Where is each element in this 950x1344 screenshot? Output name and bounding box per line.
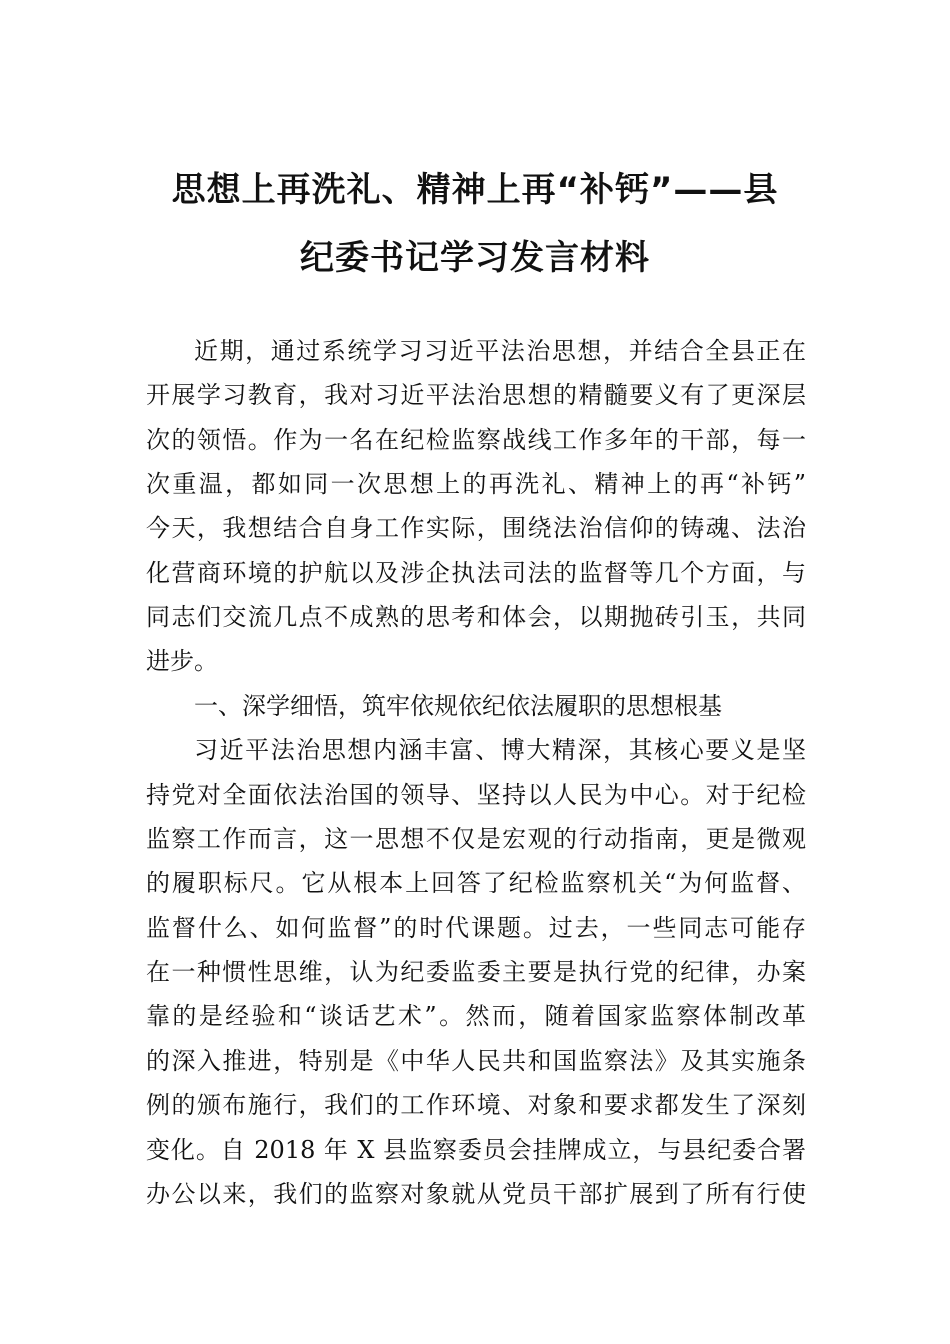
paragraph-line: 开展学习教育，我对习近平法治思想的精髓要义有了更深层 — [146, 381, 806, 409]
paragraph-line: 今天，我想结合自身工作实际，围绕法治信仰的铸魂、法治 — [146, 514, 806, 542]
paragraph-line: 在一种惯性思维，认为纪委监委主要是执行党的纪律，办案 — [146, 958, 806, 986]
paragraph-line: 化营商环境的护航以及涉企执法司法的监督等几个方面，与 — [146, 559, 806, 587]
paragraph-line: 近期，通过系统学习习近平法治思想，并结合全县正在 — [194, 337, 806, 365]
paragraph-line: 变化。自 2018 年 X 县监察委员会挂牌成立，与县纪委合署 — [146, 1136, 806, 1164]
paragraph-line: 的履职标尺。它从根本上回答了纪检监察机关“为何监督、 — [146, 869, 806, 897]
section-heading-1: 一、深学细悟，筑牢依规依纪依法履职的思想根基 — [194, 692, 722, 720]
paragraph-line: 习近平法治思想内涵丰富、博大精深，其核心要义是坚 — [194, 736, 806, 764]
paragraph-line: 次的领悟。作为一名在纪检监察战线工作多年的干部，每一 — [146, 426, 806, 454]
document-title-line-2: 纪委书记学习发言材料 — [300, 238, 650, 278]
paragraph-line: 办公以来，我们的监察对象就从党员干部扩展到了所有行使 — [146, 1180, 806, 1208]
paragraph-line: 进步。 — [146, 647, 218, 675]
paragraph-line: 例的颁布施行，我们的工作环境、对象和要求都发生了深刻 — [146, 1091, 806, 1119]
paragraph-line: 的深入推进，特别是《中华人民共和国监察法》及其实施条 — [146, 1047, 806, 1075]
paragraph-line: 监督什么、如何监督”的时代课题。过去，一些同志可能存 — [146, 914, 806, 942]
paragraph-line: 次重温，都如同一次思想上的再洗礼、精神上的再“补钙” — [146, 470, 806, 498]
paragraph-line: 持党对全面依法治国的领导、坚持以人民为中心。对于纪检 — [146, 781, 806, 809]
paragraph-line: 同志们交流几点不成熟的思考和体会，以期抛砖引玉，共同 — [146, 603, 806, 631]
paragraph-line: 靠的是经验和“谈话艺术”。然而，随着国家监察体制改革 — [146, 1002, 806, 1030]
document-title-line-1: 思想上再洗礼、精神上再“补钙”——县 — [171, 170, 779, 210]
paragraph-line: 监察工作而言，这一思想不仅是宏观的行动指南，更是微观 — [146, 825, 806, 853]
